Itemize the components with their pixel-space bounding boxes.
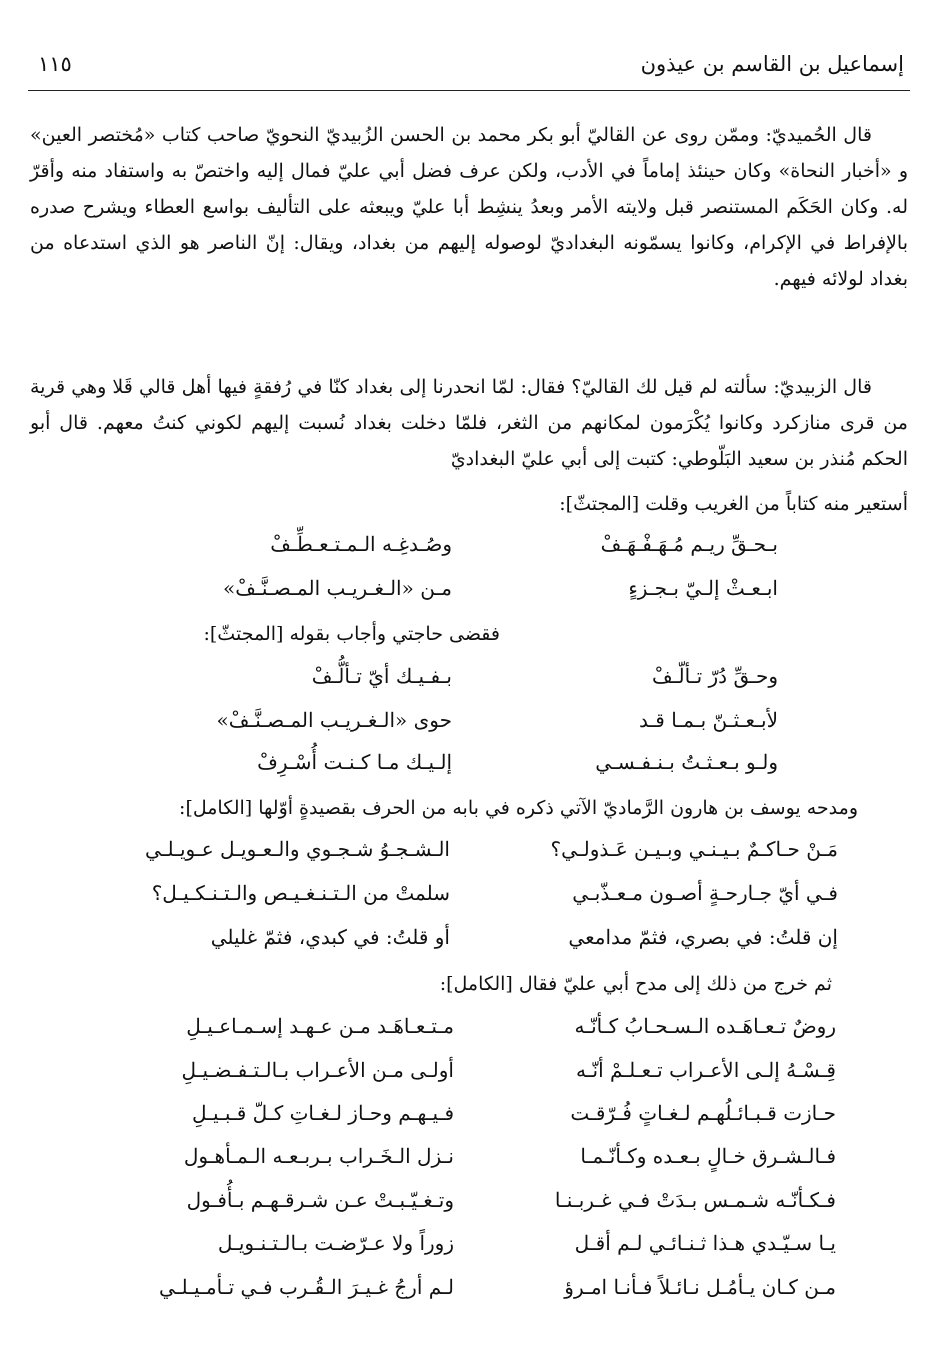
verse-second-hemistich: حوى «الـغـريـب المـصـنَّـفْ» — [216, 708, 452, 732]
verse-first-hemistich: لأبـعـثـنّ بـمـا قـد — [638, 708, 778, 732]
verse-line — [0, 1271, 940, 1311]
verse-line — [0, 1227, 940, 1267]
intro-line-2: فقضى حاجتي وأجاب بقوله [المجتثّ]: — [203, 623, 500, 645]
verse-first-hemistich: يـا سـيّـدي هـذا ثـنـائـي لـم أقـل — [574, 1231, 836, 1255]
verse-line — [0, 1010, 940, 1050]
verse-line — [0, 1097, 940, 1137]
verse-line — [0, 1184, 940, 1224]
running-header — [28, 42, 910, 91]
intro-line-3: ومدحه يوسف بن هارون الرَّماديّ الآتي ذكره في بابه من الحرف بقصيدةٍ أوّلها [الكامل]: — [179, 797, 858, 819]
verse-line — [0, 833, 940, 873]
verse-second-hemistich: نـزل الـخَـراب بـربـعـه الـمـأهـول — [183, 1144, 454, 1168]
verse-first-hemistich: روضٌ تـعـاهَـده الـسـحـابُ كـأنّـه — [574, 1014, 836, 1038]
verse-second-hemistich: أولـى مـن الأعـراب بـالـتـفـضـيـلِ — [181, 1058, 454, 1082]
verse-first-hemistich: ابـعـثْ إلـيّ بـجـزءٍ — [628, 576, 778, 600]
intro-line-4: ثم خرج من ذلك إلى مدح أبي عليّ فقال [الكامل]: — [439, 973, 832, 995]
verse-first-hemistich: فـكـأنّـه شـمـس بـدَتْ فـي غـربـنـا — [554, 1188, 836, 1212]
verse-line — [0, 660, 940, 700]
verse-line — [0, 1140, 940, 1180]
verse-line — [0, 1054, 940, 1094]
verse-second-hemistich: فـيـهـم وحـاز لـغـاتِ كـلّ قـبـيـلِ — [191, 1101, 454, 1125]
verse-second-hemistich: وتـغـيّـبـتْ عـن شـرقـهـم بـأُفـول — [186, 1188, 454, 1212]
verse-second-hemistich: بـفـيـك أيّ تـألُّـفْ — [311, 664, 452, 688]
verse-first-hemistich: حـازت قـبـائـلُهـم لـغـاتٍ فُـرّقـت — [570, 1101, 836, 1125]
verse-line — [0, 704, 940, 744]
verse-line — [0, 746, 940, 786]
verse-first-hemistich: فـي أيّ جـارحـةٍ أصـون مـعـذّبـي — [572, 881, 838, 905]
verse-second-hemistich: إلـيـك مـا كـنـت أُسْـرِفْ — [257, 750, 452, 774]
verse-first-hemistich: بـحـقِّ ريـم مُـهَـفْـهَـفْ — [600, 532, 778, 556]
verse-second-hemistich: مـن «الـغـريـب المـصـنَّـفْ» — [223, 576, 452, 600]
verse-first-hemistich: مَـنْ حـاكـمٌ بـيـنـي وبـيـن عَـذولـي؟ — [550, 837, 838, 861]
verse-second-hemistich: لـم أرجُ غـيـرَ الـقُـرب فـي تـأمـيـلـي — [159, 1275, 454, 1299]
verse-line — [0, 528, 940, 568]
paragraph-humaydi: قال الحُميديّ: وممّن روى عن القاليّ أبو بكر محمد بن الحسن الزُبيديّ النحويّ صاحب كتاب «مُختصر العين» و «أخبار النحاة» وكان حينئذ إماماً في الأدب، ولكن عرف فضل أبي عليّ فمال إليه واختصّ به واستفاد منه وأقرّ له. وكان الحَكَم المستنصر قبل ولايته الأمر وبعدُ ينشِط أبا عليّ ويبعثه على التأليف بواسع العطاء ويشرح صدره بالإفراط في الإكرام، وكانوا يسمّونه البغداديّ لوصوله إليهم من بغداد، ويقال: إنّ الناصر هو الذي استدعاه من بغداد لولائه فيهم. — [30, 124, 908, 290]
verse-second-hemistich: أو قلتُ: في كبدي، فثمّ غليلي — [210, 925, 450, 949]
verse-first-hemistich: إن قلتُ: في بصري، فثمّ مدامعي — [568, 925, 838, 949]
verse-second-hemistich: زوراً ولا عـرّضـت بـالـتـنـويـل — [217, 1231, 454, 1255]
verse-first-hemistich: مـن كـان يـأمُـل نـائـلاً فـأنـا امـرؤ — [564, 1275, 836, 1299]
verse-second-hemistich: الـشـجـوُ شـجـوي والـعـويـل عـويـلـي — [144, 837, 450, 861]
verse-line — [0, 572, 940, 612]
page-number: ١١٥ — [38, 52, 72, 76]
header-title: إسماعيل بن القاسم بن عيذون — [640, 52, 904, 76]
verse-second-hemistich: مـتـعـاهَـد مـن عـهـد إسـمـاعـيـلِ — [186, 1014, 454, 1038]
verse-first-hemistich: وحـقِّ دُرّ تـألّـفْ — [651, 664, 778, 688]
verse-line — [0, 921, 940, 961]
intro-line-1: أستعير منه كتاباً من الغريب وقلت [المجتثّ]: — [559, 493, 908, 515]
verse-first-hemistich: ولـو بـعـثـتُ بـنـفـسـي — [595, 750, 778, 774]
paragraph-zubaydi: قال الزبيديّ: سألته لم قيل لك القاليّ؟ فقال: لمّا انحدرنا إلى بغداد كنّا في رُفقةٍ فيها أهل قالي قَلا وهي قرية من قرى منازكرد وكانوا يُكْرَمون لمكانهم من الثغر، فلمّا دخلت بغداد نُسبت إليهم لكوني كنتُ معهم. قال أبو الحكم مُنذر بن سعيد البَلّوطي: كتبت إلى أبي عليّ البغداديّ — [30, 376, 908, 470]
verse-first-hemistich: قِـسْـهُ إلـى الأعـراب تـعـلـمْ أنّـه — [575, 1058, 836, 1082]
verse-first-hemistich: فـالـشـرق خـالٍ بـعـده وكـأنّـمـا — [580, 1144, 836, 1168]
verse-second-hemistich: سلمتْ من الـتـنـغـيـص والـتـنـكـيـل؟ — [151, 881, 450, 905]
verse-line — [0, 877, 940, 917]
verse-second-hemistich: وصُـدغِـه الـمـتـعـطِّـفْ — [270, 532, 452, 556]
